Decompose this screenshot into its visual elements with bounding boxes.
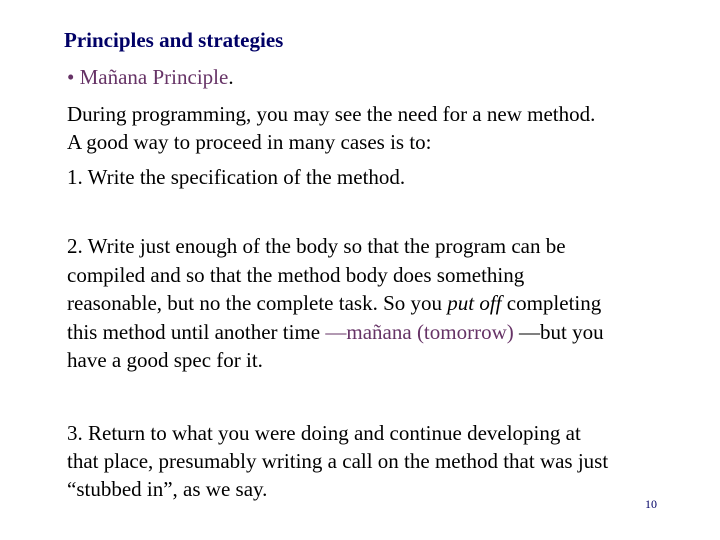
step-3-line-1: 3. Return to what you were doing and continue developing at [67,421,581,445]
step-2-put-off-emphasis: put off [447,291,502,315]
bullet-marker: • [67,65,75,89]
step-2-line-4-before: this method until another time [67,319,326,344]
step-2-line-4 [67,318,707,347]
step-3 [67,419,707,503]
step-2-line-2: compiled and so that the method body does something [67,262,525,287]
step-1: 1. Write the specification of the method. [67,165,406,189]
intro-line-1: During programming, you may see the need for a new method. [67,102,596,126]
step-3-line-3: “stubbed in”, as we say. [67,477,268,501]
step-2-line-3-before: reasonable, but no the complete task. So you [67,291,448,315]
page-number: 10 [645,497,657,511]
bullet-suffix: . [228,65,234,89]
step-2-line-3-after: completing [501,291,602,315]
slide-title: Principles and strategies [64,28,284,52]
step-2-line-3 [67,289,707,318]
bullet-manana-principle [67,65,234,90]
step-2-manana-highlight: —mañana (tomorrow) [325,319,514,344]
step-2-line-5: have a good spec for it. [67,348,263,372]
step-2-line-1: 2. Write just enough of the body so that the program can be [67,234,566,258]
step-2-line-4-after: —but you [513,319,604,344]
step-2 [67,232,707,375]
bullet-text: Mañana Principle [79,65,229,89]
step-3-line-2: that place, presumably writing a call on the method that was just [67,449,609,473]
intro-line-2: A good way to proceed in many cases is to: [67,130,432,154]
intro-paragraph [67,100,707,156]
